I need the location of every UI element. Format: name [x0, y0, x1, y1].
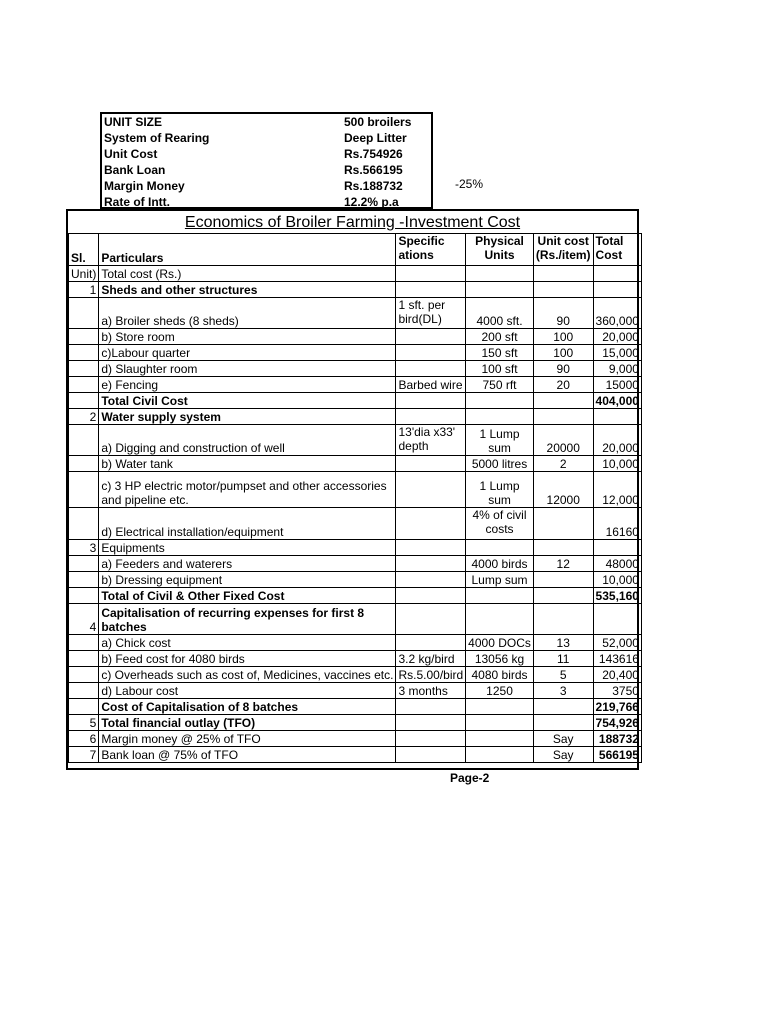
cell-total-cost: 143616: [593, 651, 641, 667]
cell-total-cost: 16160: [593, 508, 641, 540]
cell-physical-units: [466, 409, 534, 425]
cell-unit-cost: 100: [533, 329, 593, 345]
cell-unit-cost: [533, 540, 593, 556]
cell-specifications: 3 months: [396, 683, 466, 699]
cell-particulars: c) 3 HP electric motor/pumpset and other accessories and pipeline etc.: [99, 472, 396, 508]
cell-physical-units: [466, 731, 534, 747]
cell-physical-units: 1250: [466, 683, 534, 699]
cell-total-cost: 219,766: [593, 699, 641, 715]
summary-value-bank-loan: Rs.566195: [344, 163, 403, 177]
cell-physical-units: 4080 birds: [466, 667, 534, 683]
cell-specifications: [396, 699, 466, 715]
cell-unit-cost: [533, 715, 593, 731]
cell-particulars: c) Overheads such as cost of, Medicines, vaccines etc.: [99, 667, 396, 683]
table-row: [69, 604, 642, 635]
cell-sl: [69, 699, 99, 715]
cell-unit-cost: 11: [533, 651, 593, 667]
cell-specifications: [396, 556, 466, 572]
cell-particulars: Margin money @ 25% of TFO: [99, 731, 396, 747]
cell-particulars: b) Feed cost for 4080 birds: [99, 651, 396, 667]
cell-specifications: [396, 409, 466, 425]
table-row: [69, 747, 642, 763]
table-row: [69, 699, 642, 715]
cell-sl: [69, 456, 99, 472]
cell-total-cost: [593, 604, 641, 635]
cell-physical-units: 13056 kg: [466, 651, 534, 667]
cell-physical-units: [466, 604, 534, 635]
header-total-cost: Total Cost: [593, 234, 641, 266]
summary-label-bank-loan: Bank Loan: [104, 163, 166, 177]
cell-unit-cost: 3: [533, 683, 593, 699]
cell-physical-units: [466, 747, 534, 763]
cell-unit-cost: [533, 699, 593, 715]
cell-total-cost: 360,000: [593, 298, 641, 329]
cell-total-cost: 15000: [593, 377, 641, 393]
cell-particulars: Total cost (Rs.): [99, 266, 396, 282]
summary-value-rate: 12.2% p.a: [344, 195, 399, 209]
cell-specifications: [396, 508, 466, 540]
cell-unit-cost: [533, 588, 593, 604]
summary-label-margin-money: Margin Money: [104, 179, 185, 193]
table-row: [69, 651, 642, 667]
cell-total-cost: 20,000: [593, 425, 641, 456]
cell-physical-units: 1 Lump sum: [466, 472, 534, 508]
cell-sl: [69, 651, 99, 667]
summary-value-unit-size: 500 broilers: [344, 115, 412, 129]
table-row: [69, 472, 642, 508]
cell-particulars: Equipments: [99, 540, 396, 556]
header-unit-cost: Unit cost (Rs./item): [533, 234, 593, 266]
cell-total-cost: 9,000: [593, 361, 641, 377]
cell-particulars: Total Civil Cost: [99, 393, 396, 409]
cell-total-cost: [593, 540, 641, 556]
summary-value-margin-money: Rs.188732: [344, 179, 403, 193]
cell-particulars: d) Slaughter room: [99, 361, 396, 377]
table-row: [69, 540, 642, 556]
cell-specifications: 13'dia x33' depth: [396, 425, 466, 456]
cell-particulars: a) Chick cost: [99, 635, 396, 651]
cell-unit-cost: 90: [533, 298, 593, 329]
cell-particulars: c)Labour quarter: [99, 345, 396, 361]
cell-unit-cost: [533, 409, 593, 425]
cell-particulars: a) Feeders and waterers: [99, 556, 396, 572]
cell-unit-cost: 20000: [533, 425, 593, 456]
cell-particulars: b) Water tank: [99, 456, 396, 472]
cell-sl: [69, 361, 99, 377]
cell-sl: [69, 508, 99, 540]
cell-sl: [69, 393, 99, 409]
cell-specifications: [396, 604, 466, 635]
table-row: [69, 556, 642, 572]
cell-physical-units: 5000 litres: [466, 456, 534, 472]
cell-total-cost: 48000: [593, 556, 641, 572]
table-title: Economics of Broiler Farming -Investment Cost: [184, 214, 521, 231]
cell-physical-units: 4000 sft.: [466, 298, 534, 329]
header-sl: Sl.: [69, 234, 99, 266]
cell-specifications: Rs.5.00/bird: [396, 667, 466, 683]
cell-unit-cost: Say: [533, 747, 593, 763]
cell-specifications: [396, 540, 466, 556]
table-row: [69, 266, 642, 282]
cell-sl: [69, 298, 99, 329]
summary-value-unit-cost: Rs.754926: [344, 147, 403, 161]
cell-sl: 6: [69, 731, 99, 747]
table-row: [69, 329, 642, 345]
cell-sl: [69, 377, 99, 393]
cell-total-cost: 3750: [593, 683, 641, 699]
cell-physical-units: [466, 588, 534, 604]
table-row: [69, 456, 642, 472]
cell-total-cost: 20,000: [593, 329, 641, 345]
table-row: [69, 282, 642, 298]
cell-specifications: [396, 282, 466, 298]
table-row: [69, 345, 642, 361]
cell-unit-cost: 100: [533, 345, 593, 361]
cell-specifications: [396, 572, 466, 588]
cell-physical-units: [466, 699, 534, 715]
cell-particulars: Water supply system: [99, 409, 396, 425]
cell-physical-units: [466, 266, 534, 282]
cell-physical-units: 100 sft: [466, 361, 534, 377]
cell-unit-cost: [533, 572, 593, 588]
cell-physical-units: Lump sum: [466, 572, 534, 588]
cell-unit-cost: [533, 393, 593, 409]
cell-particulars: d) Labour cost: [99, 683, 396, 699]
cell-particulars: b) Store room: [99, 329, 396, 345]
cell-unit-cost: 90: [533, 361, 593, 377]
cell-particulars: d) Electrical installation/equipment: [99, 508, 396, 540]
cell-specifications: [396, 361, 466, 377]
cell-particulars: a) Digging and construction of well: [99, 425, 396, 456]
cell-particulars: Capitalisation of recurring expenses for first 8 batches: [99, 604, 396, 635]
cell-specifications: [396, 715, 466, 731]
cell-particulars: a) Broiler sheds (8 sheds): [99, 298, 396, 329]
cell-physical-units: [466, 540, 534, 556]
cell-total-cost: 404,000: [593, 393, 641, 409]
cell-total-cost: 12,000: [593, 472, 641, 508]
cell-physical-units: [466, 715, 534, 731]
cell-sl: 4: [69, 604, 99, 635]
cell-unit-cost: [533, 604, 593, 635]
cell-physical-units: 4000 birds: [466, 556, 534, 572]
summary-label-rate: Rate of Intt.: [104, 195, 170, 209]
cell-physical-units: [466, 393, 534, 409]
summary-box: [100, 112, 433, 209]
cell-physical-units: 4000 DOCs: [466, 635, 534, 651]
cell-specifications: [396, 393, 466, 409]
cell-specifications: [396, 329, 466, 345]
cell-sl: [69, 667, 99, 683]
cell-unit-cost: [533, 508, 593, 540]
cell-physical-units: [466, 282, 534, 298]
cell-physical-units: 4% of civil costs: [466, 508, 534, 540]
cell-particulars: Bank loan @ 75% of TFO: [99, 747, 396, 763]
table-row: [69, 731, 642, 747]
cell-unit-cost: 13: [533, 635, 593, 651]
cell-specifications: Barbed wire: [396, 377, 466, 393]
cell-unit-cost: 2: [533, 456, 593, 472]
cell-sl: [69, 683, 99, 699]
cell-total-cost: 10,000: [593, 456, 641, 472]
cell-specifications: 1 sft. per bird(DL): [396, 298, 466, 329]
summary-label-unit-size: UNIT SIZE: [104, 115, 163, 129]
header-row: [69, 234, 642, 266]
cell-physical-units: 1 Lump sum: [466, 425, 534, 456]
cell-specifications: [396, 588, 466, 604]
table-row: [69, 361, 642, 377]
margin-percent: -25%: [455, 177, 484, 191]
cell-particulars: Sheds and other structures: [99, 282, 396, 298]
table-row: [69, 572, 642, 588]
cell-specifications: [396, 635, 466, 651]
table-row: [69, 683, 642, 699]
table-row: [69, 298, 642, 329]
header-physical-units: Physical Units: [466, 234, 534, 266]
cell-particulars: Cost of Capitalisation of 8 batches: [99, 699, 396, 715]
cell-physical-units: 750 rft: [466, 377, 534, 393]
cell-sl: [69, 345, 99, 361]
cell-total-cost: 10,000: [593, 572, 641, 588]
cell-sl: [69, 588, 99, 604]
cell-sl: 1: [69, 282, 99, 298]
cell-total-cost: [593, 282, 641, 298]
table-row: [69, 635, 642, 651]
cell-specifications: [396, 747, 466, 763]
summary-value-system: Deep Litter: [344, 131, 407, 145]
cell-sl: [69, 635, 99, 651]
investment-table-box: [66, 209, 639, 770]
cell-sl: 5: [69, 715, 99, 731]
cell-specifications: 3.2 kg/bird: [396, 651, 466, 667]
table-row: [69, 393, 642, 409]
table-row: [69, 508, 642, 540]
cell-specifications: [396, 472, 466, 508]
cell-total-cost: 566195: [593, 747, 641, 763]
summary-label-unit-cost: Unit Cost: [104, 147, 158, 161]
investment-table: [68, 233, 642, 763]
summary-label-system: System of Rearing: [104, 131, 210, 145]
table-row: [69, 409, 642, 425]
cell-specifications: [396, 456, 466, 472]
cell-sl: [69, 572, 99, 588]
cell-sl: [69, 472, 99, 508]
page-label: Page-2: [450, 771, 490, 785]
cell-total-cost: 20,400: [593, 667, 641, 683]
cell-particulars: e) Fencing: [99, 377, 396, 393]
cell-total-cost: 535,160: [593, 588, 641, 604]
cell-unit-cost: [533, 266, 593, 282]
cell-unit-cost: 5: [533, 667, 593, 683]
cell-unit-cost: [533, 282, 593, 298]
cell-specifications: [396, 266, 466, 282]
cell-total-cost: 52,000: [593, 635, 641, 651]
table-row: [69, 377, 642, 393]
cell-physical-units: 200 sft: [466, 329, 534, 345]
cell-unit-cost: Say: [533, 731, 593, 747]
cell-sl: 3: [69, 540, 99, 556]
cell-total-cost: [593, 266, 641, 282]
cell-sl: [69, 425, 99, 456]
cell-total-cost: [593, 409, 641, 425]
cell-specifications: [396, 731, 466, 747]
cell-total-cost: 754,926: [593, 715, 641, 731]
cell-particulars: b) Dressing equipment: [99, 572, 396, 588]
table-row: [69, 425, 642, 456]
cell-sl: 2: [69, 409, 99, 425]
cell-unit-cost: 12: [533, 556, 593, 572]
header-particulars: Particulars: [99, 234, 396, 266]
cell-physical-units: 150 sft: [466, 345, 534, 361]
cell-specifications: [396, 345, 466, 361]
table-row: [69, 715, 642, 731]
cell-sl: [69, 329, 99, 345]
cell-sl: 7: [69, 747, 99, 763]
cell-total-cost: 188732: [593, 731, 641, 747]
cell-unit-cost: 20: [533, 377, 593, 393]
cell-total-cost: 15,000: [593, 345, 641, 361]
table-row: [69, 588, 642, 604]
cell-unit-cost: 12000: [533, 472, 593, 508]
cell-particulars: Total of Civil & Other Fixed Cost: [99, 588, 396, 604]
cell-sl: Unit): [69, 266, 99, 282]
cell-sl: [69, 556, 99, 572]
header-specifications: Specific ations: [396, 234, 466, 266]
table-row: [69, 667, 642, 683]
cell-particulars: Total financial outlay (TFO): [99, 715, 396, 731]
